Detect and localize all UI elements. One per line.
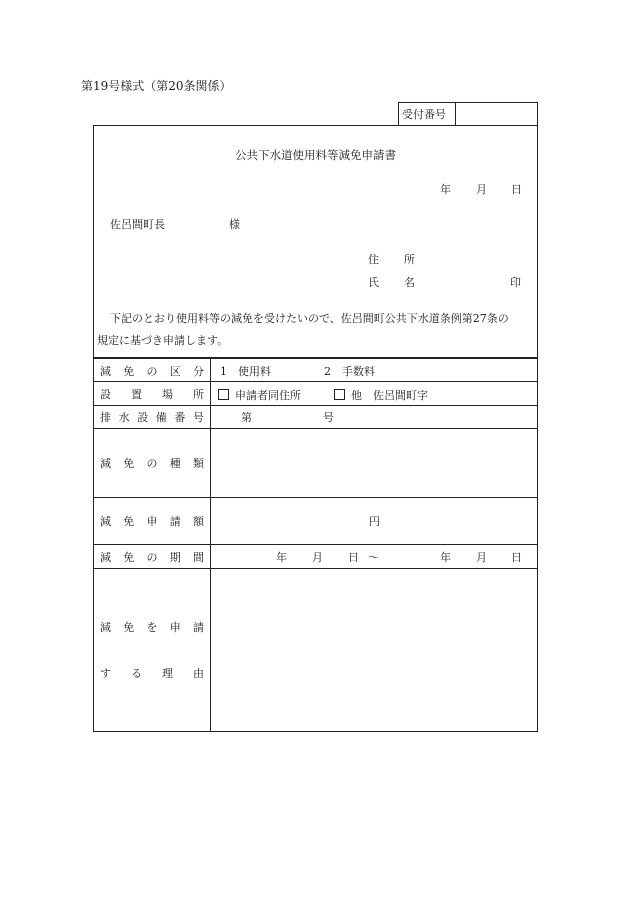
form-number: 第19号様式（第20条関係）: [81, 79, 232, 93]
drain-number-suffix: 号: [323, 411, 334, 424]
date-year: 年: [440, 183, 451, 196]
row-divider: [93, 544, 538, 545]
period-tilde: ～: [368, 551, 379, 564]
exemption-period-label: 減 免 の 期 間: [100, 551, 204, 564]
name-label-1: 氏: [368, 276, 379, 289]
row-divider: [93, 405, 538, 406]
requested-amount-label: 減 免 申 請 額: [100, 515, 204, 528]
checkbox-icon[interactable]: [334, 389, 345, 400]
name-label-2: 名: [404, 276, 415, 289]
reason-label-line-1: 減 免 を 申 請: [100, 621, 204, 634]
date-month: 月: [476, 183, 487, 196]
row-divider: [93, 428, 538, 429]
requested-amount-field[interactable]: [213, 500, 363, 542]
amount-unit: 円: [369, 515, 380, 528]
form-title: 公共下水道使用料等減免申請書: [235, 148, 396, 162]
period-start-year: 年: [276, 551, 287, 564]
period-end-year: 年: [440, 551, 451, 564]
location-other-option[interactable]: 他 佐呂間町字: [334, 389, 428, 401]
address-label-1: 住: [368, 253, 379, 266]
category-option-usage-fee[interactable]: 1 使用料: [220, 365, 271, 378]
period-end-day: 日: [511, 551, 522, 564]
addressee-honorific: 様: [229, 218, 240, 231]
period-start-month: 月: [312, 551, 323, 564]
receipt-number-label: 受付番号: [402, 108, 446, 121]
drain-number-prefix: 第: [241, 411, 252, 424]
location-same-address-option[interactable]: 申請者同住所: [218, 389, 301, 401]
period-start-day: 日: [348, 551, 359, 564]
category-label: 減 免 の 区 分: [100, 365, 204, 378]
table-top-border: [93, 357, 538, 359]
exemption-type-label: 減 免 の 種 類: [100, 457, 204, 470]
receipt-number-field[interactable]: [458, 105, 534, 123]
row-divider: [93, 497, 538, 498]
row-divider: [93, 381, 538, 382]
address-label-2: 所: [404, 253, 415, 266]
statement-line-1: 下記のとおり使用料等の減免を受けたいので、佐呂間町公共下水道条例第27条の: [110, 312, 509, 325]
checkbox-icon[interactable]: [218, 389, 229, 400]
drain-number-label: 排 水 設 備 番 号: [100, 411, 204, 424]
receipt-divider: [455, 102, 456, 126]
statement-line-2: 規定に基づき申請します。: [97, 334, 229, 347]
drain-number-field[interactable]: [256, 408, 320, 426]
seal-mark: 印: [510, 276, 521, 289]
exemption-type-field[interactable]: [213, 431, 535, 495]
reason-label-line-2: す る 理 由: [100, 667, 204, 680]
period-end-month: 月: [476, 551, 487, 564]
row-divider: [93, 568, 538, 569]
date-day: 日: [511, 183, 522, 196]
location-label: 設 置 場 所: [100, 388, 204, 401]
category-option-handling-fee[interactable]: 2 手数料: [324, 365, 375, 378]
addressee-name: 佐呂間町長: [110, 218, 165, 231]
reason-field[interactable]: [213, 571, 535, 729]
label-column-divider: [210, 358, 211, 732]
